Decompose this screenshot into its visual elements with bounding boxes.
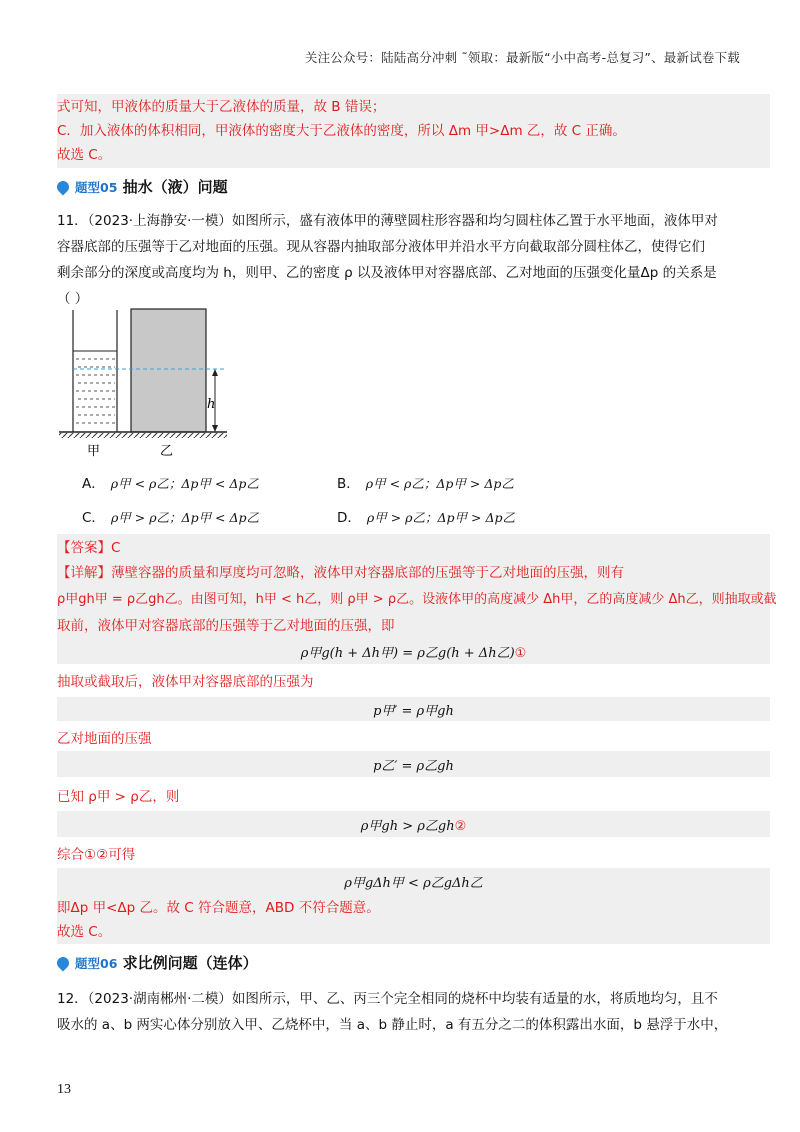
section-title: 抽水（液）问题	[122, 178, 228, 196]
equation-4: ρ甲gh > ρ乙gh②	[360, 819, 467, 834]
equation-1: ρ甲g(h + Δh甲) = ρ乙g(h + Δh乙)①	[300, 646, 527, 661]
section-title: 求比例问题（连体）	[122, 954, 258, 972]
detail-line: 抽取或截取后，液体甲对容器底部的压强为	[57, 674, 314, 690]
equation-2: p甲′ = ρ甲gh	[373, 704, 454, 719]
option-a: A． ρ甲 < ρ乙；Δp甲 < Δp乙	[82, 476, 259, 492]
equation-3: p乙′ = ρ乙gh	[373, 759, 454, 774]
detail-line: 故选 C。	[57, 924, 112, 940]
page-number: 13	[57, 1082, 71, 1097]
option-c: C． ρ甲 > ρ乙；Δp甲 < Δp乙	[82, 510, 260, 526]
solution-line: C．加入液体的体积相同，甲液体的密度大于乙液体的密度，所以 Δm 甲>Δm 乙，故 C 正确。	[57, 123, 626, 139]
label-jia: 甲	[87, 444, 101, 459]
container-figure	[57, 305, 237, 460]
section-tag: 题型06	[75, 956, 118, 971]
question-line: （ ）	[57, 291, 89, 307]
location-pin-icon	[55, 955, 72, 972]
detail-line: 综合①②可得	[57, 847, 136, 863]
solution-line: 故选 C。	[57, 147, 112, 163]
question-line: 剩余部分的深度或高度均为 h，则甲、乙的密度 ρ 以及液体甲对容器底部、乙对地面的压强变化量Δp 的关系是	[57, 265, 717, 281]
question-line: 吸水的 a、b 两实心体分别放入甲、乙烧杯中，当 a、b 静止时，a 有五分之二的体积露出水面，b 悬浮于水中，	[57, 1017, 728, 1033]
solution-line: 式可知，甲液体的质量大于乙液体的质量，故 B 错误；	[57, 99, 386, 115]
ground-hatch	[59, 433, 227, 438]
detail-line: 乙对地面的压强	[57, 731, 152, 747]
question-11	[57, 208, 770, 312]
section-heading-05	[57, 176, 228, 197]
detail-line: 即Δp 甲<Δp 乙。故 C 符合题意，ABD 不符合题意。	[57, 900, 380, 916]
detail-line: 已知 ρ甲 > ρ乙，则	[57, 789, 180, 805]
page-header: 关注公众号：陆陆高分冲刺 ˜领取：最新版“小中高考-总复习”、最新试卷下载	[304, 50, 740, 65]
section-tag: 题型05	[75, 180, 118, 195]
label-h: h	[207, 397, 216, 412]
detail-line: ρ甲gh甲 = ρ乙gh乙。由图可知，h甲 < h乙，则 ρ甲 > ρ乙。设液体甲的高度减少 Δh甲，乙的高度减少 Δh乙，则抽取或截	[57, 592, 777, 607]
question-line: 容器底部的压强等于乙对地面的压强。现从容器内抽取部分液体甲并沿水平方向截取部分圆柱体乙，使得它们	[57, 239, 705, 255]
liquid-jia	[73, 351, 117, 423]
question-line: 12．（2023·湖南郴州·二模）如图所示，甲、乙、丙三个完全相同的烧杯中均装有适量的水，将质地均匀，且不	[57, 991, 718, 1007]
section-heading-06	[57, 952, 258, 973]
answer-line: 【答案】C	[57, 540, 121, 556]
option-b: B． ρ甲 < ρ乙；Δp甲 > Δp乙	[337, 476, 514, 492]
detail-line: 取前，液体甲对容器底部的压强等于乙对地面的压强，即	[57, 618, 395, 634]
detail-line: 【详解】薄壁容器的质量和厚度均可忽略，液体甲对容器底部的压强等于乙对地面的压强，则有	[57, 565, 624, 581]
question-12	[57, 986, 770, 1038]
question-line: 11．（2023·上海静安·一模）如图所示，盛有液体甲的薄壁圆柱形容器和均匀圆柱体乙置于水平地面，液体甲对	[57, 213, 718, 229]
label-yi: 乙	[160, 444, 174, 459]
equation-5: ρ甲gΔh甲 < ρ乙gΔh乙	[344, 876, 483, 891]
location-pin-icon	[55, 179, 72, 196]
option-d: D． ρ甲 > ρ乙；Δp甲 > Δp乙	[337, 510, 516, 526]
cylinder-yi	[131, 309, 206, 432]
